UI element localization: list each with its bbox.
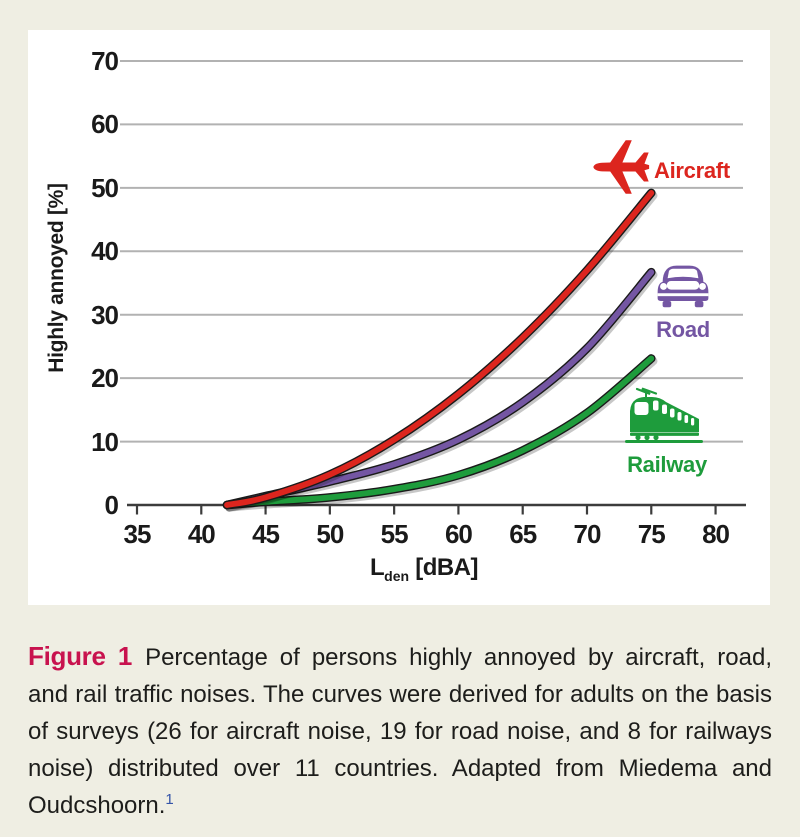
- car-icon: [654, 258, 712, 314]
- y-tick-label: 40: [91, 236, 118, 267]
- train-icon: [623, 386, 705, 444]
- railway-series-label: Railway: [627, 452, 707, 477]
- x-tick-label: 70: [573, 519, 601, 549]
- x-axis-symbol: L: [369, 554, 385, 581]
- caption-text: Percentage of persons highly annoyed by aircraft, road, and rail traffic noises. The curves were derived for adults on the basis of surveys (26 for aircraft noise, 19 for road noise, and 8 for railways noise) distributed over 11 countries. Adapted from Miedema and Oudcshoorn.: [28, 644, 773, 819]
- y-tick-label: 70: [91, 45, 118, 76]
- series-curve-road: [227, 272, 651, 505]
- y-tick-label: 50: [91, 172, 118, 203]
- chart-panel: [28, 30, 770, 605]
- series-curve-outline-road: [227, 272, 651, 505]
- x-tick-label: 45: [252, 519, 280, 549]
- y-tick-label: 0: [104, 490, 118, 520]
- x-axis-subscript: den: [384, 568, 410, 584]
- x-tick-label: 40: [187, 519, 215, 549]
- series-curve-railway: [227, 358, 651, 505]
- y-tick-label: 10: [91, 426, 118, 457]
- x-tick-label: 80: [702, 519, 730, 549]
- x-tick-label: 65: [509, 519, 537, 549]
- reference-superscript: 1: [165, 791, 174, 808]
- airplane-icon: [591, 134, 651, 200]
- x-axis-unit: [dBA]: [409, 554, 479, 581]
- y-tick-label: 60: [91, 109, 118, 140]
- aircraft-series-label: Aircraft: [654, 158, 730, 183]
- series-curve-shadow-road: [229, 275, 653, 508]
- y-axis-title-text: Highly annoyed [%]: [45, 183, 68, 373]
- figure-caption: [28, 638, 772, 824]
- x-tick-label: 55: [380, 519, 408, 549]
- figure-number-label: Figure 1: [28, 641, 133, 671]
- y-tick-label: 20: [91, 363, 118, 394]
- x-tick-label: 60: [444, 519, 472, 549]
- road-series-label: Road: [656, 317, 710, 342]
- y-tick-label: 30: [91, 299, 118, 330]
- x-axis-title: [304, 554, 544, 584]
- x-tick-label: 75: [637, 519, 665, 549]
- x-tick-label: 35: [123, 519, 151, 549]
- x-tick-label: 50: [316, 519, 344, 549]
